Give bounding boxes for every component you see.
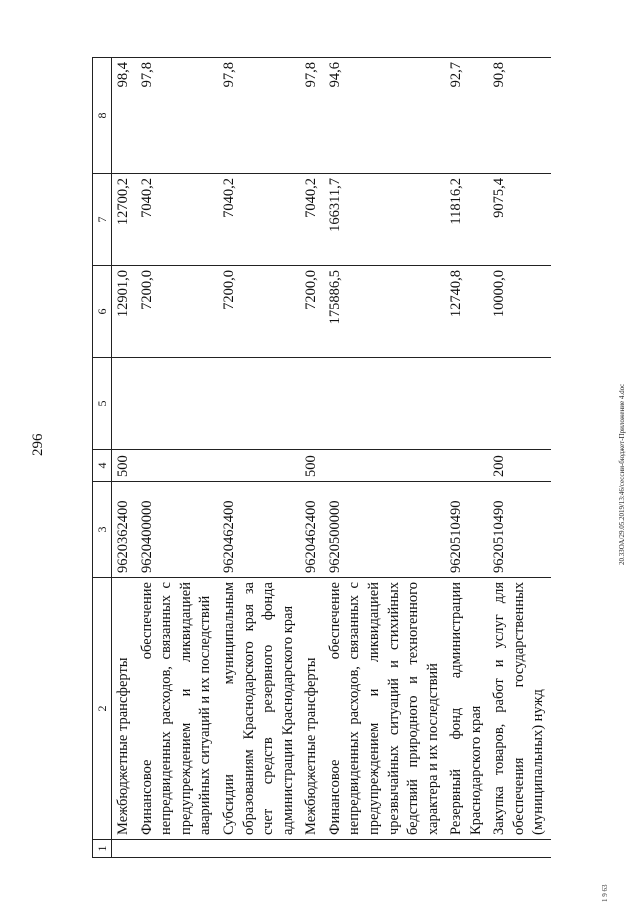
row-col5: [112, 358, 136, 450]
row-number-cell: [445, 840, 488, 858]
header-col-8: 8: [93, 58, 112, 174]
table-row: [445, 58, 488, 858]
row-col6: 7200,0: [136, 266, 218, 358]
row-col8: 97,8: [300, 58, 324, 174]
row-name: Закупка товаров, работ и услуг для обеспечения государственных (муниципальных) нужд: [488, 578, 551, 840]
row-col6: 7200,0: [218, 266, 300, 358]
page-number: 296: [30, 433, 46, 456]
row-number-cell: [324, 840, 445, 858]
row-number-cell: [218, 840, 300, 858]
row-type: [324, 450, 445, 482]
row-type: [218, 450, 300, 482]
row-col7: 7040,2: [300, 174, 324, 266]
row-name: Финансовое обеспечение непредвиденных расходов, связанных с предупреждением и ликвидацией аварийных ситуаций и их последствий: [136, 578, 218, 840]
row-name: Резервный фонд администрации Краснодарского края: [445, 578, 488, 840]
corner-mark: 1 9 63: [601, 884, 609, 902]
header-col-1: 1: [93, 840, 112, 858]
row-code: 9620400000: [136, 482, 218, 578]
header-col-2: 2: [93, 578, 112, 840]
table-row: [136, 58, 218, 858]
row-code: 9620510490: [488, 482, 551, 578]
row-col6: 10000,0: [488, 266, 551, 358]
row-col6: 7200,0: [300, 266, 324, 358]
row-type: [136, 450, 218, 482]
row-col6: 12740,8: [445, 266, 488, 358]
row-col5: [136, 358, 218, 450]
row-col8: 97,8: [218, 58, 300, 174]
row-type: 200: [488, 450, 551, 482]
row-col8: 97,8: [136, 58, 218, 174]
row-col8: 90,8: [488, 58, 551, 174]
table-row: [324, 58, 445, 858]
budget-table-container: [92, 58, 547, 858]
row-col6: 175886,5: [324, 266, 445, 358]
row-col7: 9075,4: [488, 174, 551, 266]
row-col5: [488, 358, 551, 450]
header-col-3: 3: [93, 482, 112, 578]
row-type: 500: [300, 450, 324, 482]
row-code: 9620510490: [445, 482, 488, 578]
row-code: 9620462400: [300, 482, 324, 578]
row-number-cell: [112, 840, 136, 858]
row-col7: 12700,2: [112, 174, 136, 266]
header-row: [93, 58, 112, 858]
table-row: [218, 58, 300, 858]
row-type: 500: [112, 450, 136, 482]
row-number-cell: [488, 840, 551, 858]
row-code: 9620500000: [324, 482, 445, 578]
row-col6: 12901,0: [112, 266, 136, 358]
table-row: [300, 58, 324, 858]
header-col-4: 4: [93, 450, 112, 482]
header-col-5: 5: [93, 358, 112, 450]
row-col8: 98,4: [112, 58, 136, 174]
row-col7: 166311,7: [324, 174, 445, 266]
row-name: Финансовое обеспечение непредвиденных расходов, связанных с предупреждением и ликвидацией чрезвычайных ситуаций и стихийных бедствий природного и техногенного характера и их последствий: [324, 578, 445, 840]
table-row: [488, 58, 551, 858]
row-name: Межбюджетные трансферты: [112, 578, 136, 840]
row-col7: 7040,2: [136, 174, 218, 266]
row-col5: [218, 358, 300, 450]
row-code: 9620462400: [218, 482, 300, 578]
row-col5: [324, 358, 445, 450]
table-row: [112, 58, 136, 858]
row-code: 9620362400: [112, 482, 136, 578]
row-name: Субсидии муниципальным образованиям Краснодарского края за счет средств резервного фонда администрации Краснодарского края: [218, 578, 300, 840]
row-col8: 94,6: [324, 58, 445, 174]
row-name: Межбюджетные трансферты: [300, 578, 324, 840]
row-number-cell: [136, 840, 218, 858]
row-col5: [300, 358, 324, 450]
row-col8: 92,7: [445, 58, 488, 174]
row-col5: [445, 358, 488, 450]
row-col7: 11816,2: [445, 174, 488, 266]
row-number-cell: [300, 840, 324, 858]
header-col-6: 6: [93, 266, 112, 358]
row-col7: 7040,2: [218, 174, 300, 266]
header-col-7: 7: [93, 174, 112, 266]
document-path-note: 20.3ЗОА/29.05.2019/13:46/сессии-бюджет-Приложение 4.doc: [618, 383, 626, 565]
budget-table: [92, 57, 551, 858]
row-type: [445, 450, 488, 482]
